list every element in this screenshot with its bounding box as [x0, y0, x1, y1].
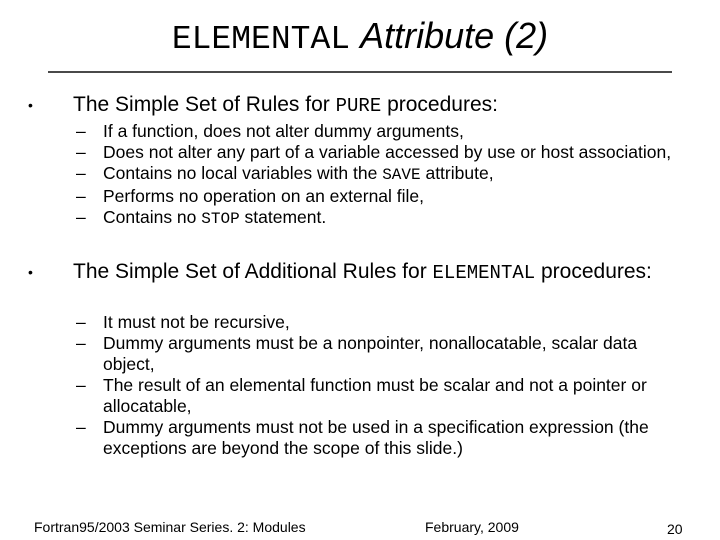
bullet-text: The Simple Set of Rules for PURE procedures: — [73, 93, 498, 117]
bullet-dot: • — [28, 264, 33, 280]
list-item: – Contains no STOP statement. — [76, 207, 327, 228]
dash-marker: – — [76, 121, 86, 141]
list-item: – It must not be recursive, — [76, 312, 290, 332]
code-elemental: ELEMENTAL — [432, 262, 536, 284]
dash-marker: – — [76, 142, 86, 162]
title-text: Attribute (2) — [360, 15, 549, 56]
bullet-pure-rules — [28, 93, 698, 118]
dash-marker: – — [76, 207, 86, 227]
code-save: SAVE — [382, 166, 421, 184]
dash-marker: – — [76, 375, 86, 395]
bullet-elemental-rules — [28, 260, 698, 285]
pure-rules-list — [76, 121, 686, 230]
elemental-rules-list — [76, 312, 686, 459]
list-item: – If a function, does not alter dummy arguments, — [76, 121, 464, 141]
code-pure: PURE — [335, 95, 382, 117]
dash-marker: – — [76, 186, 86, 206]
bullet-text: The Simple Set of Additional Rules for ELEMENTAL procedures: — [73, 260, 652, 284]
page-number: 20 — [667, 521, 683, 537]
list-item: – Does not alter any part of a variable accessed by use or host association, — [76, 142, 672, 162]
slide-title — [0, 10, 720, 66]
dash-marker: – — [76, 312, 86, 332]
list-item: – Contains no local variables with the SAVE attribute, — [76, 163, 494, 184]
list-item: – The result of an elemental function must be scalar and not a pointer or allocatable, — [76, 375, 647, 416]
title-code: ELEMENTAL — [171, 21, 351, 58]
footer-date: February, 2009 — [425, 519, 519, 535]
list-item: – Performs no operation on an external file, — [76, 186, 425, 206]
title-divider — [48, 71, 672, 73]
dash-marker: – — [76, 417, 86, 437]
dash-marker: – — [76, 163, 86, 183]
footer-series: Fortran95/2003 Seminar Series. 2: Modules — [34, 519, 306, 535]
list-item: – Dummy arguments must be a nonpointer, nonallocatable, scalar data object, — [76, 333, 638, 374]
dash-marker: – — [76, 333, 86, 353]
list-item: – Dummy arguments must not be used in a specification expression (the exceptions are beyond the scope of this slide.) — [76, 417, 649, 458]
bullet-dot: • — [28, 97, 33, 113]
code-stop: STOP — [201, 210, 240, 228]
